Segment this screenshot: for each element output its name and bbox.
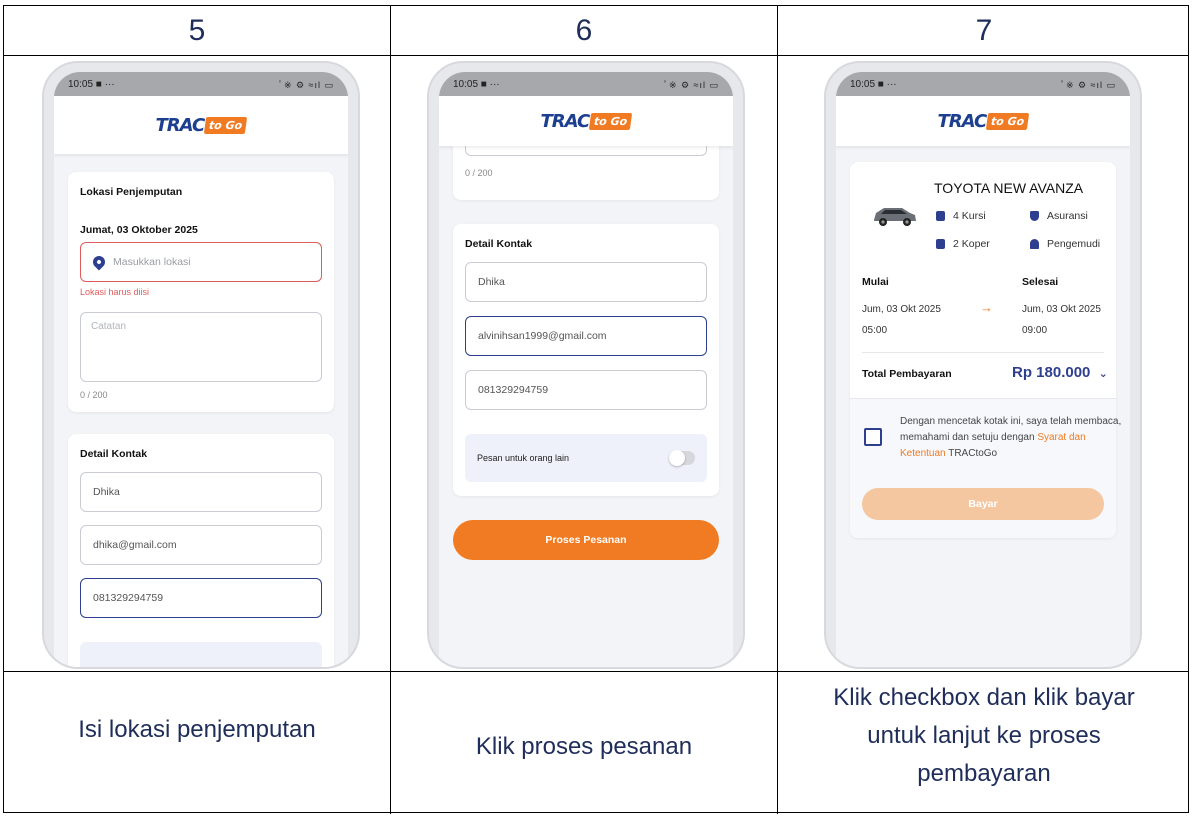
chevron-down-icon: ⌄ [1098, 368, 1108, 380]
app-header [836, 96, 1130, 146]
feature-driver: Pengemudi [1030, 238, 1100, 250]
phone-field[interactable]: 081329294759 [465, 370, 707, 410]
terms-link[interactable]: Syarat dan Ketentuan [900, 432, 1086, 459]
status-bar: 10:05 ■ ··· ﾟ※ ⚙ ≈ıl ▭ [836, 72, 1130, 96]
trac-logo: TRAC to Go [541, 111, 632, 132]
car-name: TOYOTA NEW AVANZA [934, 180, 1084, 196]
pay-button[interactable]: Bayar [862, 488, 1104, 520]
contact-title: Detail Kontak [465, 238, 533, 250]
notes-textarea[interactable]: Catatan [80, 312, 322, 382]
phone-field[interactable]: 081329294759 [80, 578, 322, 618]
step-number-6: 6 [575, 14, 593, 47]
email-field[interactable]: alvinihsan1999@gmail.com [465, 316, 707, 356]
header-row [4, 6, 1188, 56]
caption-5: Isi lokasi penjemputan [78, 716, 316, 743]
notes-counter: 0 / 200 [465, 168, 493, 178]
feature-seats: 4 Kursi [936, 210, 986, 222]
end-date: Jum, 03 Okt 2025 [1022, 304, 1101, 315]
car-image [870, 202, 918, 228]
app-header [54, 96, 348, 154]
feature-insurance: Asuransi [1030, 210, 1088, 222]
feature-luggage: 2 Koper [936, 238, 990, 250]
app-header [439, 96, 733, 146]
phone-screen-6 [427, 61, 745, 669]
location-input[interactable]: Masukkan lokasi [80, 242, 322, 282]
total-value[interactable]: Rp 180.000 ⌄ [1012, 364, 1108, 381]
booking-summary-card [850, 162, 1122, 538]
notes-counter: 0 / 200 [80, 390, 108, 400]
status-bar: 10:05 ■ ··· ﾟ※ ⚙ ≈ıl ▭ [439, 72, 733, 96]
start-time: 05:00 [862, 325, 888, 336]
screenshots-row [4, 56, 1188, 672]
step-number-7: 7 [975, 14, 993, 47]
status-time: 10:05 ■ ··· [68, 78, 115, 90]
trac-logo: TRAC to Go [938, 111, 1029, 132]
other-person-toggle[interactable] [669, 451, 695, 465]
status-icons: ﾟ※ ⚙ ≈ıl ▭ [278, 79, 334, 90]
step-number-5: 5 [188, 14, 206, 47]
seat-icon [936, 211, 945, 221]
driver-icon [1030, 239, 1039, 249]
pickup-card [68, 172, 334, 412]
phone-screen-5 [42, 61, 360, 669]
trac-logo: TRAC to Go [156, 115, 247, 136]
toggle-row-partial [80, 642, 322, 667]
name-field[interactable]: Dhika [80, 472, 322, 512]
location-error: Lokasi harus diisi [80, 287, 150, 297]
contact-card [453, 224, 719, 496]
start-label: Mulai [862, 276, 889, 288]
arrow-right-icon: → [980, 300, 993, 315]
shield-icon [1030, 211, 1039, 221]
end-time: 09:00 [1022, 325, 1048, 336]
other-person-toggle-row [465, 434, 707, 482]
pickup-date: Jumat, 03 Oktober 2025 [80, 224, 198, 236]
contact-title: Detail Kontak [80, 448, 148, 460]
instruction-table [3, 5, 1189, 813]
caption-7: Klik checkbox dan klik bayar untuk lanjut ke proses pembayaran [833, 684, 1135, 787]
name-field[interactable]: Dhika [465, 262, 707, 302]
status-bar [54, 72, 348, 96]
terms-checkbox[interactable] [864, 428, 882, 446]
caption-6: Klik proses pesanan [475, 733, 693, 760]
luggage-icon [936, 239, 945, 249]
pickup-title: Lokasi Penjemputan [80, 186, 183, 198]
phone-screen-7 [824, 61, 1142, 669]
location-pin-icon [91, 254, 108, 271]
total-label: Total Pembayaran [862, 368, 952, 380]
toggle-label: Pesan untuk orang lain [477, 453, 570, 463]
process-order-button[interactable]: Proses Pesanan [453, 520, 719, 560]
end-label: Selesai [1022, 276, 1059, 288]
start-date: Jum, 03 Okt 2025 [862, 304, 941, 315]
terms-text: Dengan mencetak kotak ini, saya telah membaca, memahami dan setuju dengan Syarat dan Ketentuan TRACtoGo [900, 416, 1122, 459]
email-field[interactable]: dhika@gmail.com [80, 525, 322, 565]
caption-row [4, 672, 1188, 814]
contact-card [68, 434, 334, 667]
